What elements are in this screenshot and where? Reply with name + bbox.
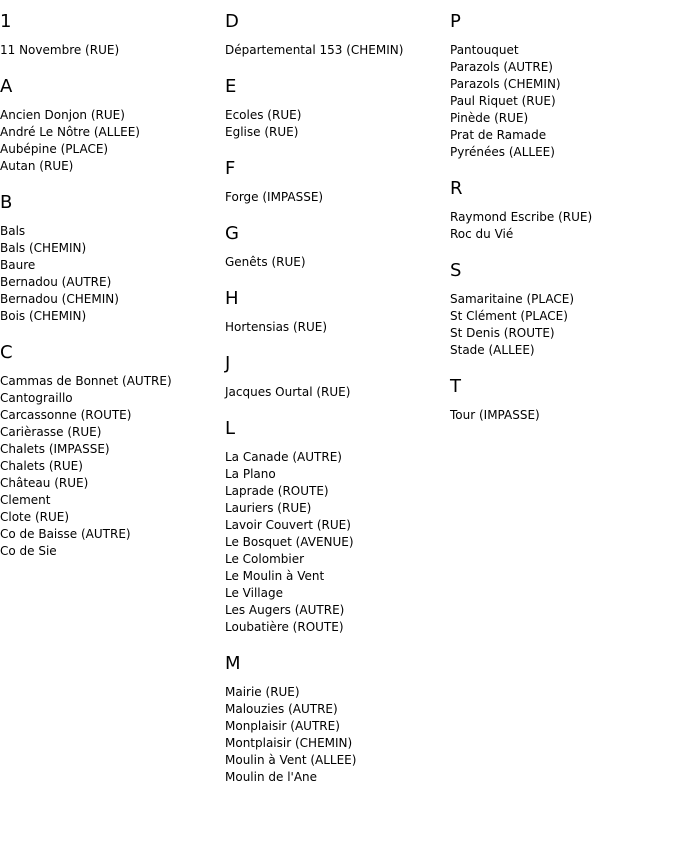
letter-group [225,654,450,786]
letter-heading: L [225,418,236,439]
street-entry[interactable]: Genêts (RUE) [225,255,306,269]
street-entry[interactable]: Co de Baisse (AUTRE) [0,527,131,541]
street-entry[interactable]: Monplaisir (AUTRE) [225,719,340,733]
street-entry[interactable]: Cantograillo [0,391,73,405]
street-entry[interactable]: Pyrénées (ALLEE) [450,145,555,159]
letter-heading: M [225,653,241,674]
letter-heading: A [0,76,13,97]
letter-group [450,12,675,161]
street-entry[interactable]: Forge (IMPASSE) [225,190,324,204]
letter-group [225,419,450,636]
street-entry[interactable]: La Plano [225,467,276,481]
street-entry[interactable]: Moulin à Vent (ALLEE) [225,753,357,767]
street-entry[interactable]: Cammas de Bonnet (AUTRE) [0,374,172,388]
street-entry[interactable]: Le Bosquet (AVENUE) [225,535,354,549]
street-entry[interactable]: Ancien Donjon (RUE) [0,108,125,122]
street-entry[interactable]: André Le Nôtre (ALLEE) [0,125,140,139]
letter-group [225,159,450,206]
street-list [225,684,450,786]
letter-heading: P [450,11,461,32]
street-list [225,319,450,336]
street-entry[interactable]: Bals (CHEMIN) [0,241,87,255]
street-list [450,407,675,424]
street-entry[interactable]: Bals [0,224,26,238]
letter-group [225,354,450,401]
letter-heading: T [450,376,461,397]
street-list [450,291,675,359]
street-entry[interactable]: Roc du Vié [450,227,514,241]
street-entry[interactable]: Clote (RUE) [0,510,70,524]
letter-heading: R [450,178,463,199]
street-entry[interactable]: Jacques Ourtal (RUE) [225,385,351,399]
street-entry[interactable]: Laprade (ROUTE) [225,484,329,498]
street-entry[interactable]: Chalets (RUE) [0,459,83,473]
letter-heading: B [0,192,13,213]
letter-group [0,12,225,59]
letter-heading: G [225,223,239,244]
street-entry[interactable]: Co de Sie [0,544,57,558]
street-entry[interactable]: Bernadou (CHEMIN) [0,292,119,306]
street-entry[interactable]: Raymond Escribe (RUE) [450,210,593,224]
letter-group [0,77,225,175]
street-list [225,107,450,141]
letter-group [450,179,675,243]
street-entry[interactable]: Carièrasse (RUE) [0,425,102,439]
street-entry[interactable]: Malouzies (AUTRE) [225,702,338,716]
street-entry[interactable]: Clement [0,493,51,507]
street-entry[interactable]: Autan (RUE) [0,159,74,173]
street-list [0,107,225,175]
letter-group [450,377,675,424]
street-entry[interactable]: Aubépine (PLACE) [0,142,109,156]
street-entry[interactable]: Lavoir Couvert (RUE) [225,518,351,532]
street-list [450,209,675,243]
letter-heading: E [225,76,237,97]
street-entry[interactable]: Montplaisir (CHEMIN) [225,736,353,750]
street-entry[interactable]: Parazols (CHEMIN) [450,77,561,91]
index-column-2 [225,0,450,804]
letter-heading: F [225,158,236,179]
street-entry[interactable]: St Denis (ROUTE) [450,326,555,340]
letter-group [0,343,225,560]
letter-heading: H [225,288,239,309]
street-entry[interactable]: Bois (CHEMIN) [0,309,87,323]
street-entry[interactable]: Château (RUE) [0,476,89,490]
street-entry[interactable]: Prat de Ramade [450,128,547,142]
letter-group [225,289,450,336]
street-entry[interactable]: Loubatière (ROUTE) [225,620,344,634]
street-list [0,223,225,325]
letter-heading: D [225,11,239,32]
street-entry[interactable]: Départemental 153 (CHEMIN) [225,43,404,57]
street-entry[interactable]: Carcassonne (ROUTE) [0,408,132,422]
street-entry[interactable]: Le Village [225,586,283,600]
street-list [225,384,450,401]
street-list [225,189,450,206]
street-entry[interactable]: Ecoles (RUE) [225,108,302,122]
letter-heading: C [0,342,13,363]
street-entry[interactable]: Lauriers (RUE) [225,501,312,515]
street-list [450,42,675,161]
street-entry[interactable]: Chalets (IMPASSE) [0,442,110,456]
street-entry[interactable]: Les Augers (AUTRE) [225,603,345,617]
street-entry[interactable]: Hortensias (RUE) [225,320,328,334]
street-entry[interactable]: Mairie (RUE) [225,685,300,699]
street-entry[interactable]: Paul Riquet (RUE) [450,94,556,108]
street-entry[interactable]: Baure [0,258,36,272]
street-entry[interactable]: Samaritaine (PLACE) [450,292,574,306]
street-list [225,42,450,59]
street-entry[interactable]: La Canade (AUTRE) [225,450,342,464]
street-entry[interactable]: St Clément (PLACE) [450,309,568,323]
street-entry[interactable]: Moulin de l'Ane [225,770,318,784]
letter-heading: 1 [0,11,12,32]
street-entry[interactable]: Tour (IMPASSE) [450,408,540,422]
letter-group [225,12,450,59]
street-entry[interactable]: Le Moulin à Vent [225,569,325,583]
letter-heading: J [225,353,231,374]
street-entry[interactable]: Eglise (RUE) [225,125,299,139]
street-list [0,42,225,59]
street-entry[interactable]: Parazols (AUTRE) [450,60,553,74]
street-entry[interactable]: Pinède (RUE) [450,111,529,125]
letter-heading: S [450,260,462,281]
street-entry[interactable]: 11 Novembre (RUE) [0,43,120,57]
street-list [225,254,450,271]
letter-group [225,224,450,271]
street-entry[interactable]: Stade (ALLEE) [450,343,535,357]
street-entry[interactable]: Pantouquet [450,43,519,57]
letter-group [450,261,675,359]
letter-group [0,193,225,325]
street-entry[interactable]: Le Colombier [225,552,305,566]
letter-group [225,77,450,141]
street-entry[interactable]: Bernadou (AUTRE) [0,275,112,289]
index-column-3 [450,0,675,442]
index-column-1 [0,0,225,578]
street-list [0,373,225,560]
street-list [225,449,450,636]
